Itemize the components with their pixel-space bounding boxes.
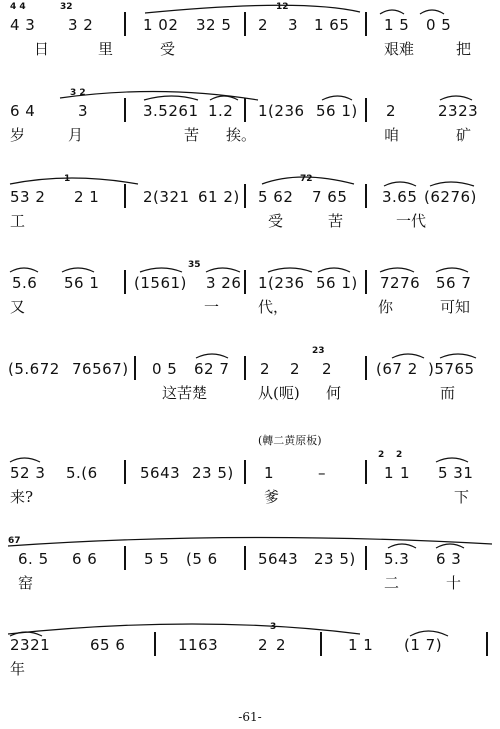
bar-line — [154, 632, 156, 656]
note-group: 2323 — [438, 102, 479, 120]
lyric: 里 — [98, 40, 114, 58]
lyric: 从(呃) — [258, 384, 300, 402]
grace-note: 12 — [276, 2, 289, 12]
lyric: 爹 — [264, 488, 280, 506]
note-group: (1 7) — [404, 636, 443, 654]
score-row — [0, 86, 500, 176]
bar-line — [244, 356, 246, 380]
note-group: 56 1 — [64, 274, 100, 292]
note-group: 1 — [384, 464, 395, 482]
lyric: 苦 — [184, 126, 200, 144]
bar-line — [365, 460, 367, 484]
lyric: 来? — [10, 488, 34, 506]
bar-line — [365, 184, 367, 208]
note-group: 5.3 — [384, 550, 410, 568]
note-group: 32 5 — [196, 16, 232, 34]
bar-line — [244, 184, 246, 208]
note-group: (6276) — [424, 188, 477, 206]
bar-line — [124, 12, 126, 36]
note-group: 1 1 — [348, 636, 374, 654]
note-group: 56 1) — [316, 274, 358, 292]
grace-note: 2 — [396, 450, 403, 460]
score-row — [0, 534, 500, 624]
note-group: 65 6 — [90, 636, 126, 654]
lyric: 何 — [326, 384, 342, 402]
note-group: 5 62 — [258, 188, 294, 206]
lyric: 你 — [378, 298, 394, 316]
note-group: 52 3 — [10, 464, 46, 482]
note-group: 2321 — [10, 636, 51, 654]
note-group: – — [318, 464, 326, 482]
lyric: 工 — [10, 212, 26, 230]
score-row — [0, 620, 500, 710]
grace-note: 23 — [312, 346, 325, 356]
lyric: 下 — [454, 488, 470, 506]
note-group: 1.2 — [208, 102, 234, 120]
note-group: 2 — [322, 360, 333, 378]
bar-line — [124, 98, 126, 122]
grace-note: 1 — [64, 174, 71, 184]
note-group: (67 2 — [376, 360, 418, 378]
note-group: 6 6 — [72, 550, 98, 568]
note-group: )5765 — [428, 360, 475, 378]
note-group: 62 7 — [194, 360, 230, 378]
bar-line — [244, 270, 246, 294]
grace-note: 72 — [300, 174, 313, 184]
note-group: 2 — [386, 102, 397, 120]
note-group: 3.5261 — [143, 102, 199, 120]
score-row — [0, 448, 500, 538]
bar-line — [365, 356, 367, 380]
note-group: 2 — [290, 360, 301, 378]
note-group: (1561) — [134, 274, 187, 292]
note-group: 7276 — [380, 274, 421, 292]
grace-note: 3 2 — [70, 88, 86, 98]
bar-line — [365, 98, 367, 122]
score-row — [0, 172, 500, 262]
note-group: 1 65 — [314, 16, 350, 34]
grace-note: 67 — [8, 536, 21, 546]
lyric: 一代 — [396, 212, 427, 230]
lyric: 又 — [10, 298, 26, 316]
note-group: 5.6 — [12, 274, 38, 292]
note-group: 2 — [276, 636, 287, 654]
lyric: 矿 — [456, 126, 472, 144]
lyric: 挨。 — [226, 126, 257, 144]
note-group: 3 26 — [206, 274, 242, 292]
note-group: 0 5 — [426, 16, 452, 34]
note-group: 7 65 — [312, 188, 348, 206]
bar-line — [244, 12, 246, 36]
lyric: 岁 — [10, 126, 26, 144]
lyric: 把 — [456, 40, 472, 58]
bar-line — [124, 184, 126, 208]
lyric: 日 — [34, 40, 50, 58]
note-group: 1 — [400, 464, 411, 482]
bar-line — [124, 460, 126, 484]
lyric: 代， — [258, 298, 289, 316]
note-group: 1(236 — [258, 102, 305, 120]
note-group: 61 2) — [198, 188, 240, 206]
note-group: 53 2 — [10, 188, 46, 206]
note-group: 2 — [258, 636, 269, 654]
bar-line — [244, 460, 246, 484]
note-group: 2 — [260, 360, 271, 378]
lyric: 受 — [268, 212, 284, 230]
score-row — [0, 258, 500, 348]
grace-note: 32 — [60, 2, 73, 12]
bar-line — [365, 270, 367, 294]
bar-line — [320, 632, 322, 656]
grace-note: 35 — [188, 260, 201, 270]
note-group: 6 3 — [436, 550, 462, 568]
note-group: 5643 — [140, 464, 181, 482]
lyric: 可知 — [440, 298, 471, 316]
bar-line — [124, 270, 126, 294]
bar-line — [124, 546, 126, 570]
page-number: -61- — [238, 710, 262, 724]
bar-line — [244, 98, 246, 122]
note-group: 2(321 — [143, 188, 190, 206]
note-group: 23 5) — [192, 464, 234, 482]
note-group: 1 02 — [143, 16, 179, 34]
lyric: 月 — [68, 126, 84, 144]
bar-line — [365, 12, 367, 36]
note-group: 3 — [78, 102, 89, 120]
note-group: (5 6 — [186, 550, 218, 568]
note-group: 3 — [288, 16, 299, 34]
note-group: 0 5 — [152, 360, 178, 378]
score-row — [0, 344, 500, 434]
lyric: 苦 — [328, 212, 344, 230]
bar-line — [244, 546, 246, 570]
note-group: 4 3 — [10, 16, 36, 34]
note-group: 1(236 — [258, 274, 305, 292]
lyric: 二 — [384, 574, 400, 592]
lyric: 一 — [204, 298, 220, 316]
lyric: 而 — [440, 384, 456, 402]
lyric: 十 — [446, 574, 462, 592]
note-group: 23 5) — [314, 550, 356, 568]
note-group: 56 1) — [316, 102, 358, 120]
note-group: 76567) — [72, 360, 129, 378]
lyric: 年 — [10, 660, 26, 678]
note-group: 2 1 — [74, 188, 100, 206]
note-group: 3.65 — [382, 188, 418, 206]
note-group: 2 — [258, 16, 269, 34]
score-row — [0, 0, 500, 90]
lyric: 艰难 — [384, 40, 415, 58]
note-group: 5643 — [258, 550, 299, 568]
note-group: 5.(6 — [66, 464, 98, 482]
note-group: 3 2 — [68, 16, 94, 34]
note-group: 56 7 — [436, 274, 472, 292]
lyric: 窑 — [18, 574, 34, 592]
lyric: 咱 — [384, 126, 400, 144]
lyric: 这苦楚 — [162, 384, 208, 402]
note-group: 6 4 — [10, 102, 36, 120]
bar-line — [365, 546, 367, 570]
bar-line — [134, 356, 136, 380]
note-group: 5 5 — [144, 550, 170, 568]
lyric: 受 — [160, 40, 176, 58]
note-group: (5.672 — [8, 360, 60, 378]
note-group: 1 — [264, 464, 275, 482]
note-group: 6. 5 — [18, 550, 49, 568]
bar-line — [486, 632, 488, 656]
grace-note: 3 — [270, 622, 277, 632]
grace-note: 2 — [378, 450, 385, 460]
note-group: 5 31 — [438, 464, 474, 482]
tempo-marking: (轉二黄原板) — [258, 434, 322, 447]
note-group: 1 5 — [384, 16, 410, 34]
note-group: 1163 — [178, 636, 219, 654]
grace-note: 4 4 — [10, 2, 26, 12]
